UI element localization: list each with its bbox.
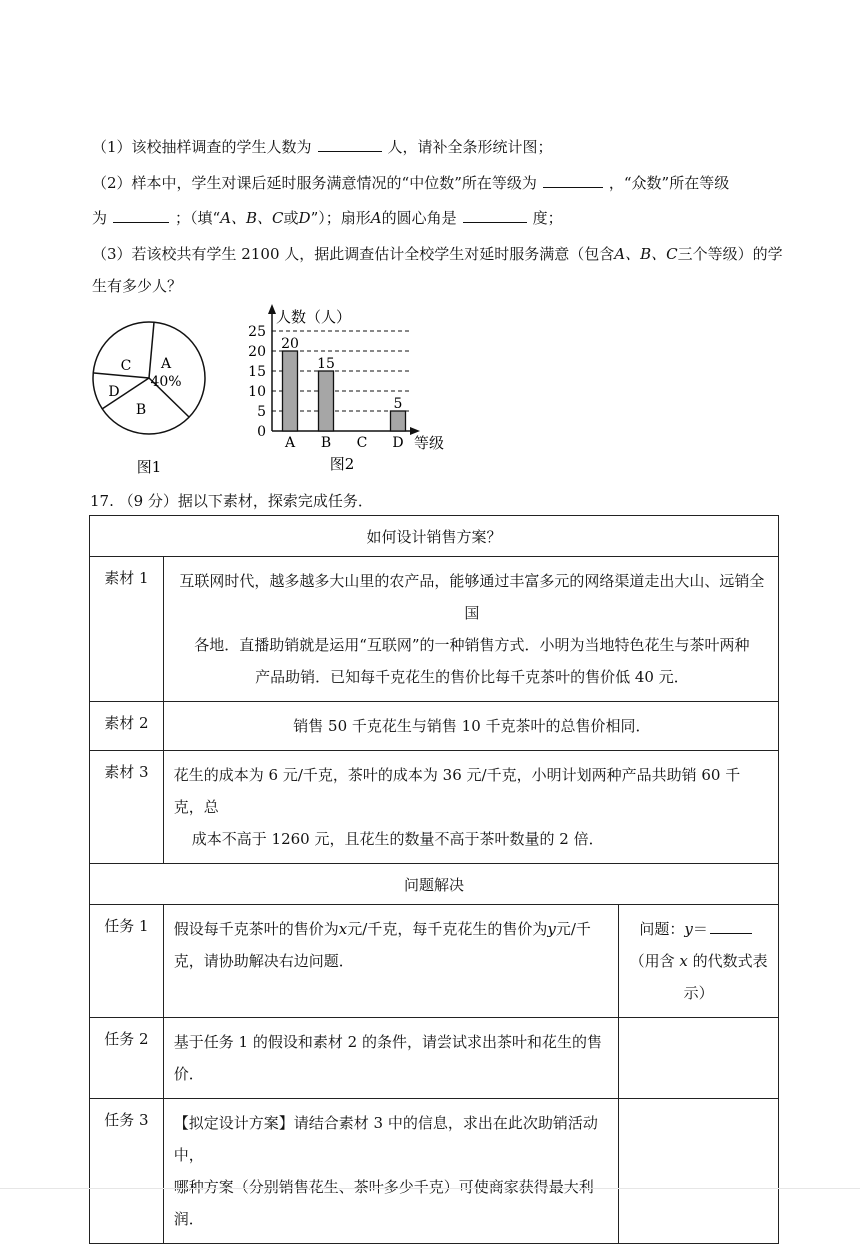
table-row — [90, 557, 779, 702]
x-tick-label: D — [392, 435, 404, 451]
task-3-answer-cell — [619, 1099, 779, 1244]
page-footer-divider — [0, 1188, 860, 1189]
y-tick-label: 10 — [248, 384, 266, 400]
x-tick-label: A — [284, 435, 296, 451]
x-tick-label: B — [320, 435, 332, 451]
y-tick-label: 25 — [248, 324, 266, 340]
question-2-line-2: 为 ；（填“A、B、C或D”）；扇形A的圆心角是 度； — [92, 209, 563, 227]
task-1-text: 假设每千克茶叶的售价为x元/千克，每千克花生的售价为y元/千 克，请协助解决右边问题． — [163, 905, 619, 1018]
pie-slice-label-a: A — [160, 356, 172, 372]
bar-a — [283, 351, 298, 431]
pie-chart-figure-1 — [86, 318, 216, 478]
material-2-label: 素材 2 — [90, 702, 164, 751]
table-title: 如何设计销售方案？ — [90, 516, 779, 557]
question-1: （1）该校抽样调查的学生人数为 人，请补全条形统计图； — [92, 138, 553, 156]
bar-chart-figure-2 — [240, 300, 460, 478]
material-3-label: 素材 3 — [90, 751, 164, 864]
task-3-text: 【拟定设计方案】请结合素材 3 中的信息，求出在此次助销活动中， 哪种方案（分别销售花生、茶叶多少千克）可使商家获得最大利润． — [163, 1099, 619, 1244]
x-tick-label: C — [356, 435, 368, 451]
problem-solving-title: 问题解决 — [90, 864, 779, 905]
pie-divider — [149, 322, 154, 378]
pie-slice-percent-a: 40% — [150, 374, 182, 390]
question-3-line-1: （3）若该校共有学生 2100 人，据此调查估计全校学生对延时服务满意（包含A、B、C三个等级）的学 — [92, 245, 783, 263]
y-axis-label: 人数（人） — [276, 308, 352, 326]
table-row — [90, 905, 779, 1018]
bar-chart-plot — [248, 304, 444, 452]
answer-blank — [113, 208, 169, 223]
question-17-intro: 17. （9 分）据以下素材，探索完成任务． — [90, 492, 373, 510]
y-tick-label: 15 — [248, 364, 266, 380]
material-1-text: 互联网时代，越多越多大山里的农产品，能够通过丰富多元的网络渠道走出大山、远销全国 各地．直播助销就是运用“互联网”的一种销售方式．小明为当地特色花生与茶叶两种 产品助销．已知每千克花生的售价比每千克茶叶的售价低 40 元． — [163, 557, 778, 702]
table-row — [90, 702, 779, 751]
figure-1-caption: 图1 — [136, 458, 162, 476]
pie-slice-label-b: B — [135, 402, 147, 418]
pie-slice-label-c: C — [120, 358, 132, 374]
table-row — [90, 864, 779, 905]
task-table — [89, 515, 779, 1244]
material-1-label: 素材 1 — [90, 557, 164, 702]
answer-blank — [318, 137, 382, 152]
answer-blank — [710, 919, 752, 934]
table-row — [90, 1018, 779, 1099]
bar-value-label-a: 20 — [281, 336, 299, 352]
bar-value-label-b: 15 — [317, 356, 335, 372]
task-1-label: 任务 1 — [90, 905, 164, 1018]
pie-slice-label-d: D — [108, 384, 120, 400]
table-row — [90, 516, 779, 557]
material-3-text: 花生的成本为 6 元/千克，茶叶的成本为 36 元/千克，小明计划两种产品共助销 60 千克，总 成本不高于 1260 元，且花生的数量不高于茶叶数量的 2 倍． — [163, 751, 778, 864]
y-tick-label: 0 — [257, 424, 266, 440]
task-3-label: 任务 3 — [90, 1099, 164, 1244]
task-1-question: 问题：y＝ （用含 x 的代数式表示） — [619, 905, 779, 1018]
pie-chart — [93, 322, 205, 434]
y-tick-label: 20 — [248, 344, 266, 360]
x-axis-label: 等级 — [414, 434, 445, 452]
table-row — [90, 1099, 779, 1244]
figure-2-caption: 图2 — [329, 455, 355, 473]
task-2-text: 基于任务 1 的假设和素材 2 的条件，请尝试求出茶叶和花生的售价． — [163, 1018, 619, 1099]
y-axis-arrow — [268, 304, 276, 314]
task-2-answer-cell — [619, 1018, 779, 1099]
answer-blank — [543, 173, 603, 188]
question-3-line-2: 生有多少人？ — [92, 277, 183, 295]
answer-blank — [463, 208, 527, 223]
bar-d — [391, 411, 406, 431]
material-2-text: 销售 50 千克花生与销售 10 千克茶叶的总售价相同． — [163, 702, 778, 751]
task-2-label: 任务 2 — [90, 1018, 164, 1099]
question-2-line-1: （2）样本中，学生对课后延时服务满意情况的“中位数”所在等级为 ，“众数”所在等级 — [92, 174, 730, 192]
y-tick-label: 5 — [257, 404, 266, 420]
bar-value-label-d: 5 — [393, 396, 403, 412]
bar-b — [319, 371, 334, 431]
table-row — [90, 751, 779, 864]
